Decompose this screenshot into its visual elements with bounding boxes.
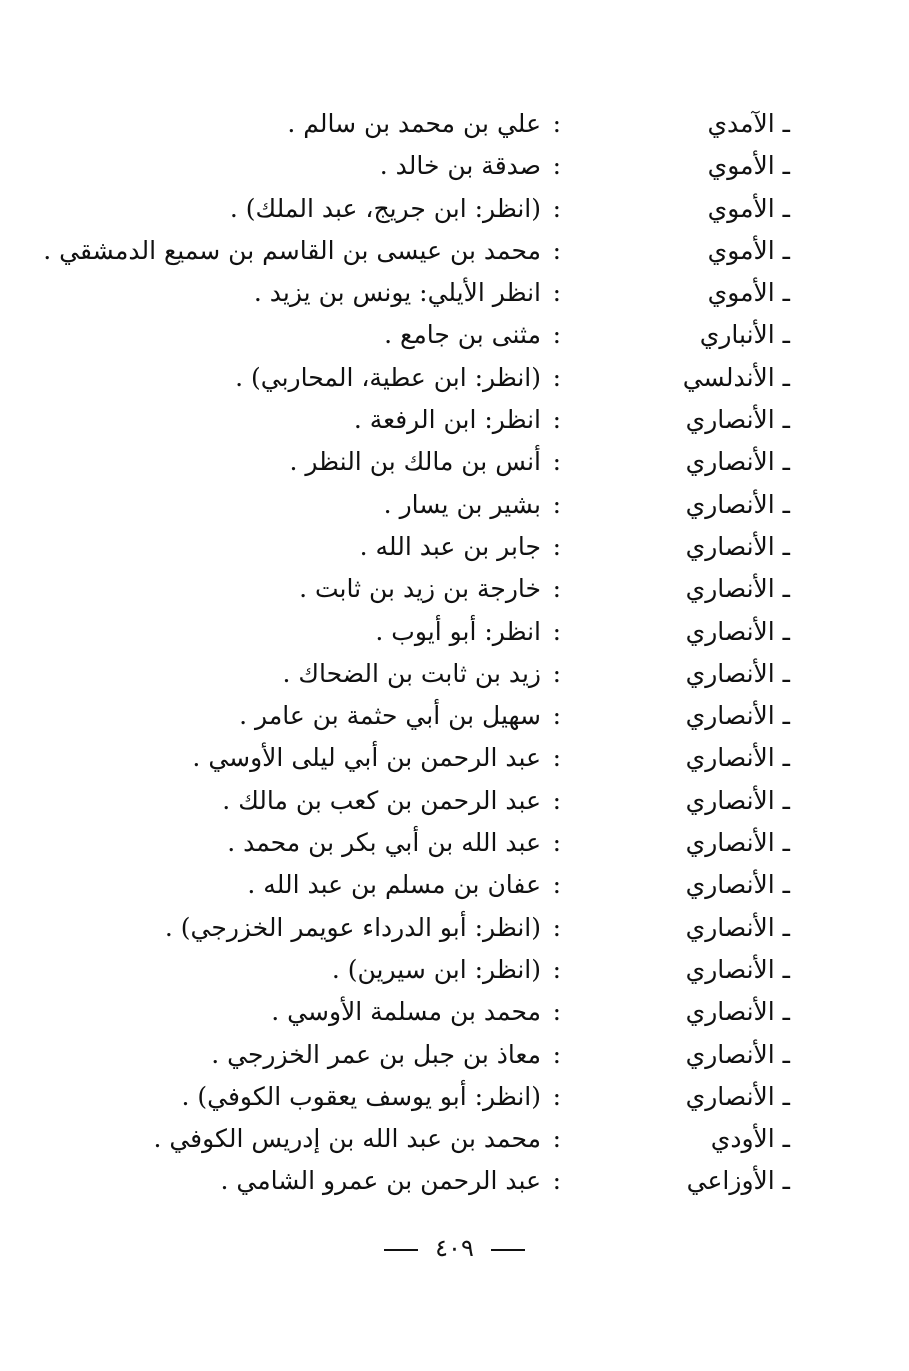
entry-nisba: ـ الآمدي bbox=[707, 109, 790, 138]
index-entry bbox=[0, 484, 909, 526]
index-entry bbox=[0, 949, 909, 991]
entry-name: خارجة بن زيد بن ثابت . bbox=[299, 574, 541, 604]
index-entry bbox=[0, 780, 909, 822]
entry-name: عبد الله بن أبي بكر بن محمد . bbox=[227, 828, 541, 858]
entry-separator: : bbox=[552, 870, 561, 900]
entry-name: علي بن محمد بن سالم . bbox=[287, 109, 541, 138]
entry-separator: : bbox=[552, 1039, 561, 1069]
footer-dash-left bbox=[491, 1249, 525, 1251]
entry-nisba: ـ الأنصاري bbox=[685, 997, 790, 1027]
entry-nisba: ـ الأوزاعي bbox=[686, 1166, 790, 1196]
entry-separator: : bbox=[552, 954, 561, 984]
index-entry bbox=[0, 695, 909, 737]
entry-separator: : bbox=[552, 489, 561, 519]
entry-nisba: ـ الأنصاري bbox=[685, 701, 790, 731]
index-entry bbox=[0, 737, 909, 779]
entry-name: صدقة بن خالد . bbox=[379, 151, 541, 181]
index-entry bbox=[0, 526, 909, 568]
entry-separator: : bbox=[552, 743, 561, 773]
index-entry bbox=[0, 653, 909, 695]
entry-nisba: ـ الأندلسي bbox=[682, 362, 790, 392]
entry-nisba: ـ الأنصاري bbox=[685, 574, 790, 604]
entry-name: انظر الأيلي: يونس بن يزيد . bbox=[253, 278, 541, 308]
entry-nisba: ـ الأموي bbox=[707, 278, 790, 308]
entry-name: (انظر: أبو الدرداء عويمر الخزرجي) . bbox=[164, 912, 541, 942]
entry-separator: : bbox=[552, 193, 561, 223]
entry-name: مثنى بن جامع . bbox=[384, 320, 541, 350]
entry-nisba: ـ الأنصاري bbox=[685, 489, 790, 519]
index-entry bbox=[0, 822, 909, 864]
index-entry bbox=[0, 1160, 909, 1202]
entry-name: بشير بن يسار . bbox=[383, 489, 541, 519]
index-entry bbox=[0, 864, 909, 906]
index-entry bbox=[0, 314, 909, 356]
entry-name: (انظر: ابن عطية، المحاربي) . bbox=[235, 362, 541, 392]
entry-separator: : bbox=[552, 531, 561, 561]
entry-separator: : bbox=[552, 235, 561, 265]
page-number-footer bbox=[0, 1228, 909, 1268]
entry-nisba: ـ الأنصاري bbox=[685, 658, 790, 688]
index-entry bbox=[0, 1034, 909, 1076]
entry-nisba: ـ الأودي bbox=[710, 1124, 790, 1154]
index-entry bbox=[0, 907, 909, 949]
index-entry bbox=[0, 1076, 909, 1118]
entry-name: عبد الرحمن بن كعب بن مالك . bbox=[222, 785, 541, 815]
index-entry bbox=[0, 357, 909, 399]
entry-separator: : bbox=[552, 405, 561, 435]
entry-separator: : bbox=[552, 574, 561, 604]
index-entry bbox=[0, 188, 909, 230]
entry-separator: : bbox=[552, 658, 561, 688]
entry-nisba: ـ الأنصاري bbox=[685, 405, 790, 435]
entry-separator: : bbox=[552, 151, 561, 181]
entry-nisba: ـ الأنصاري bbox=[685, 828, 790, 858]
entry-separator: : bbox=[552, 785, 561, 815]
entry-name: معاذ بن جبل بن عمر الخزرجي . bbox=[211, 1039, 541, 1069]
entry-nisba: ـ الأنصاري bbox=[685, 870, 790, 900]
entry-nisba: ـ الأموي bbox=[707, 193, 790, 223]
footer-dash-right bbox=[384, 1249, 418, 1251]
index-entry bbox=[0, 230, 909, 272]
entry-separator: : bbox=[552, 912, 561, 942]
entry-name: (انظر: ابن سيرين) . bbox=[331, 954, 541, 984]
entry-nisba: ـ الأنصاري bbox=[685, 743, 790, 773]
entry-name: محمد بن عبد الله بن إدريس الكوفي . bbox=[153, 1124, 541, 1154]
entry-name: جابر بن عبد الله . bbox=[359, 531, 541, 561]
entry-nisba: ـ الأنصاري bbox=[685, 1081, 790, 1111]
entry-name: عبد الرحمن بن أبي ليلى الأوسي . bbox=[192, 743, 541, 773]
entry-nisba: ـ الأنصاري bbox=[685, 785, 790, 815]
entry-separator: : bbox=[552, 278, 561, 308]
entry-nisba: ـ الأموي bbox=[707, 151, 790, 181]
entry-separator: : bbox=[552, 701, 561, 731]
index-entry bbox=[0, 568, 909, 610]
entry-separator: : bbox=[552, 616, 561, 646]
entry-name: (انظر: ابن جريج، عبد الملك) . bbox=[229, 193, 541, 223]
entry-separator: : bbox=[552, 1166, 561, 1196]
index-entry bbox=[0, 991, 909, 1033]
index-entry bbox=[0, 441, 909, 483]
entry-separator: : bbox=[552, 362, 561, 392]
entry-name: انظر: ابن الرفعة . bbox=[353, 405, 541, 435]
entry-name: (انظر: أبو يوسف يعقوب الكوفي) . bbox=[181, 1081, 541, 1111]
entry-nisba: ـ الأنباري bbox=[699, 320, 790, 350]
index-entry bbox=[0, 103, 909, 145]
entry-nisba: ـ الأموي bbox=[707, 235, 790, 265]
entry-separator: : bbox=[552, 1124, 561, 1154]
entry-nisba: ـ الأنصاري bbox=[685, 912, 790, 942]
entry-nisba: ـ الأنصاري bbox=[685, 954, 790, 984]
entry-nisba: ـ الأنصاري bbox=[685, 447, 790, 477]
entry-separator: : bbox=[552, 828, 561, 858]
entry-name: أنس بن مالك بن النظر . bbox=[289, 447, 541, 477]
entry-name: سهيل بن أبي حثمة بن عامر . bbox=[239, 701, 541, 731]
entry-name: محمد بن عيسى بن القاسم بن سميع الدمشقي . bbox=[43, 235, 541, 265]
index-entries bbox=[0, 103, 909, 1203]
entry-name: زيد بن ثابت بن الضحاك . bbox=[282, 658, 541, 688]
index-entry bbox=[0, 272, 909, 314]
index-entry bbox=[0, 145, 909, 187]
entry-name: انظر: أبو أيوب . bbox=[375, 616, 541, 646]
entry-separator: : bbox=[552, 109, 561, 138]
entry-name: محمد بن مسلمة الأوسي . bbox=[271, 997, 541, 1027]
entry-separator: : bbox=[552, 320, 561, 350]
entry-nisba: ـ الأنصاري bbox=[685, 531, 790, 561]
index-entry bbox=[0, 1118, 909, 1160]
entry-nisba: ـ الأنصاري bbox=[685, 1039, 790, 1069]
page-number: ٤٠٩ bbox=[435, 1234, 474, 1262]
index-entry bbox=[0, 399, 909, 441]
index-entry bbox=[0, 611, 909, 653]
entry-separator: : bbox=[552, 997, 561, 1027]
entry-separator: : bbox=[552, 1081, 561, 1111]
entry-nisba: ـ الأنصاري bbox=[685, 616, 790, 646]
entry-name: عفان بن مسلم بن عبد الله . bbox=[247, 870, 541, 900]
entry-separator: : bbox=[552, 447, 561, 477]
entry-name: عبد الرحمن بن عمرو الشامي . bbox=[220, 1166, 541, 1196]
